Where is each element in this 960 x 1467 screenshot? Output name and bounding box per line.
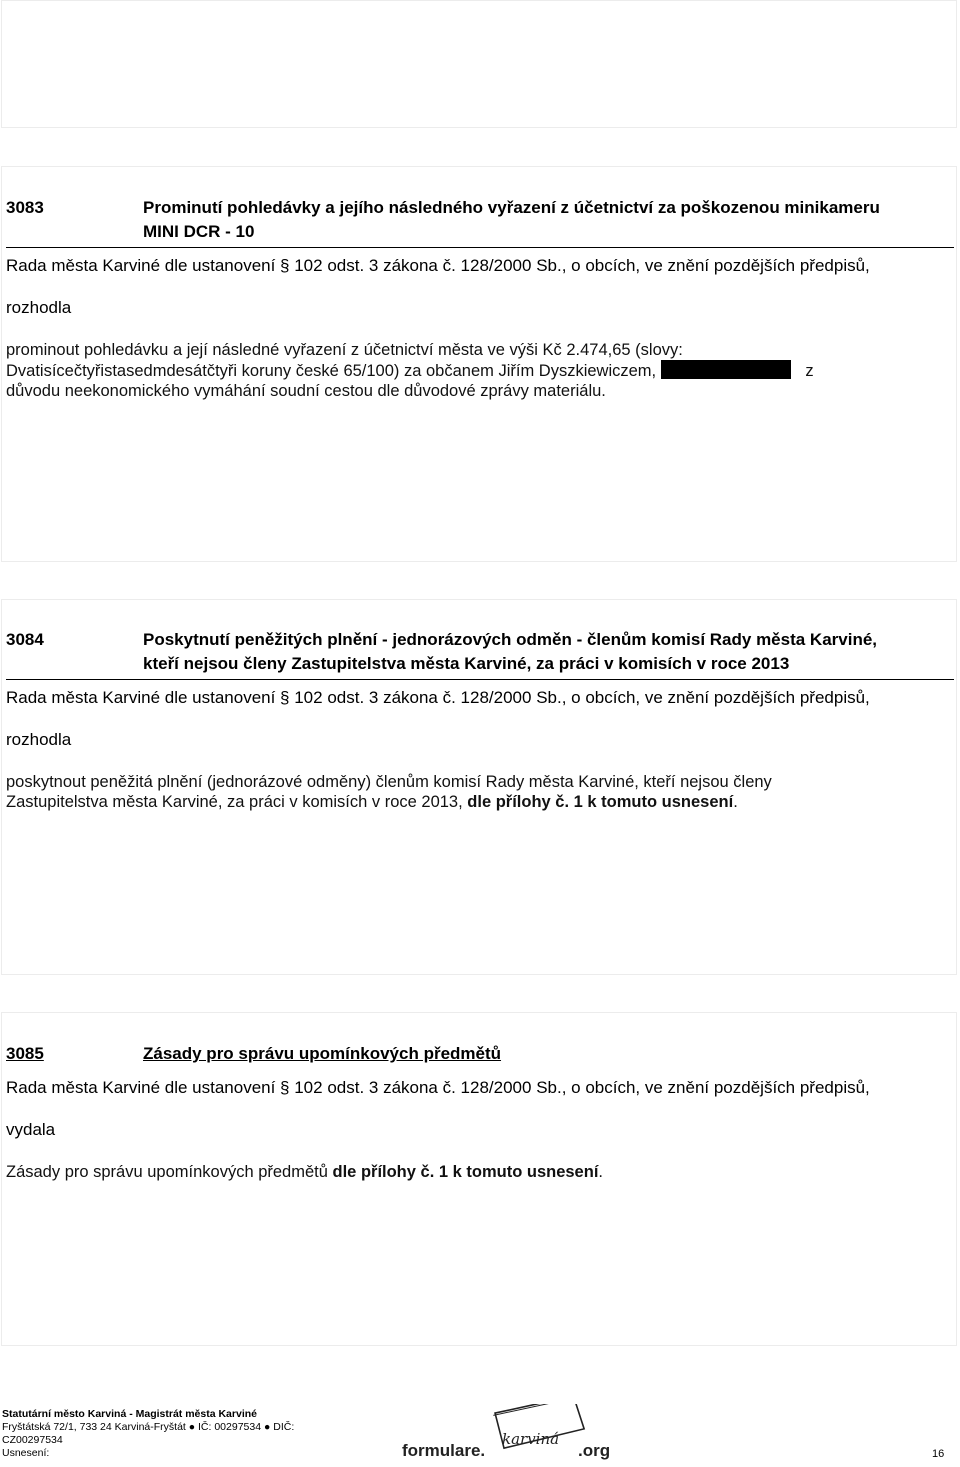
page-number: 16 — [932, 1448, 945, 1460]
resolution-text-line2-tail: z — [805, 362, 814, 380]
resolution-text-line2: Dvatisícečtyřistasedmdesátčtyři koruny české 65/100) za občanem Jiřím Dyszkiewiczem, — [6, 362, 657, 380]
redaction-block — [661, 360, 791, 379]
resolution-title-line2: MINI DCR - 10 — [143, 222, 255, 241]
resolution-text-line1: prominout pohledávku a její následné vyřazení z účetnictví města ve výši Kč 2.474,65 (slovy: — [6, 341, 683, 359]
logo-text-right: .org — [578, 1441, 611, 1460]
resolution-text-line2: Zastupitelstva města Karviné, za práci v komisích v roce 2013, — [6, 793, 463, 811]
resolution-number: 3083 — [6, 198, 44, 217]
page-panel-top — [1, 0, 957, 128]
logo-brand-text: karviná — [502, 1430, 560, 1448]
page-footer — [2, 1408, 294, 1460]
legal-basis: Rada města Karviné dle ustanovení § 102 odst. 3 zákona č. 128/2000 Sb., o obcích, ve znění pozdějších předpisů, — [6, 256, 870, 275]
resolution-title-line1: Poskytnutí peněžitých plnění - jednorázových odměn - členům komisí Rady města Karviné, — [143, 630, 878, 649]
legal-basis: Rada města Karviné dle ustanovení § 102 odst. 3 zákona č. 128/2000 Sb., o obcích, ve znění pozdějších předpisů, — [6, 688, 870, 707]
title-divider — [6, 247, 954, 248]
footer-org-name: Statutární město Karviná - Magistrát města Karviné — [2, 1408, 257, 1420]
attachment-reference: dle přílohy č. 1 k tomuto usnesení — [467, 793, 734, 811]
resolution-3083 — [6, 196, 954, 401]
resolution-text-line3: důvodu neekonomického vymáhání soudní cestou dle důvodové zprávy materiálu. — [6, 382, 606, 400]
logo-text-left: formulare. — [402, 1441, 486, 1460]
sentence-end: . — [733, 793, 738, 811]
legal-basis: Rada města Karviné dle ustanovení § 102 odst. 3 zákona č. 128/2000 Sb., o obcích, ve znění pozdějších předpisů, — [6, 1078, 870, 1097]
attachment-reference: dle přílohy č. 1 k tomuto usnesení — [332, 1163, 599, 1181]
resolution-text-line1: poskytnout peněžitá plnění (jednorázové odměny) členům komisí Rady města Karviné, kteří nejsou členy — [6, 773, 772, 791]
footer-vat-id: CZ00297534 — [2, 1434, 63, 1446]
formulare-karvina-logo — [402, 1404, 612, 1462]
resolution-title-line1: Prominutí pohledávky a jejího následného vyřazení z účetnictví za poškozenou minikameru — [143, 198, 880, 217]
decision-verb: vydala — [6, 1120, 56, 1139]
decision-verb: rozhodla — [6, 298, 72, 317]
resolution-3085 — [6, 1042, 954, 1182]
resolution-number: 3084 — [6, 630, 44, 649]
resolution-title-line2: kteří nejsou členy Zastupitelstva města Karviné, za práci v komisích v roce 2013 — [143, 654, 790, 673]
resolution-text-line1: Zásady pro správu upomínkových předmětů — [6, 1163, 328, 1181]
resolution-number: 3085 — [6, 1044, 44, 1063]
footer-resolution-label: Usnesení: — [2, 1447, 50, 1459]
title-divider — [6, 679, 954, 680]
decision-verb: rozhodla — [6, 730, 72, 749]
sentence-end: . — [598, 1163, 603, 1181]
resolution-3084 — [6, 628, 954, 812]
resolution-title-line1: Zásady pro správu upomínkových předmětů — [143, 1044, 502, 1063]
footer-address: Fryštátská 72/1, 733 24 Karviná-Fryštát ● IČ: 00297534 ● DIČ: — [2, 1421, 295, 1433]
